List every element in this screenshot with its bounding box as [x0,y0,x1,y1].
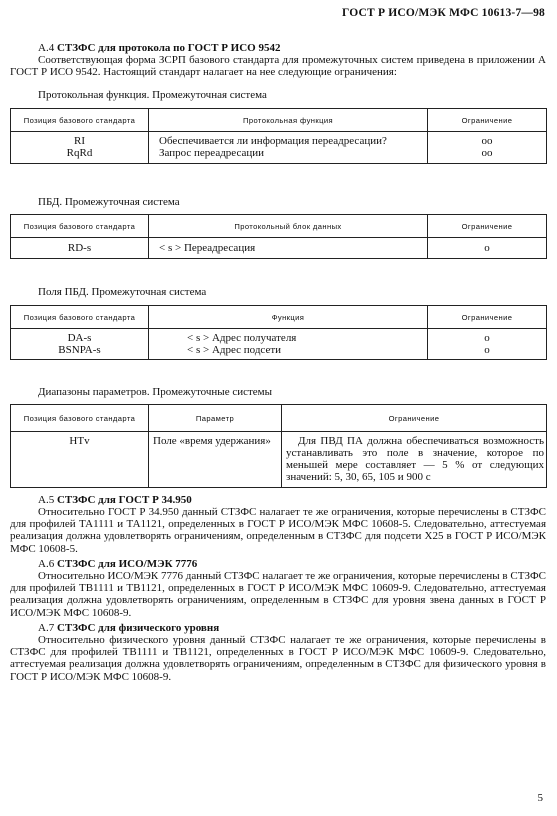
section-a6-heading: СТЗФС для ИСО/МЭК 7776 [56,558,198,570]
table1-cell: RI [11,132,149,148]
table-row [11,432,547,488]
table3-cell: o [428,329,547,345]
section-a4-number: А.4 [38,42,55,54]
table-row [11,344,547,360]
table2-header-pdu: Протокольный блок данных [149,215,428,238]
table2 [10,214,547,259]
section-a7-text: Относительно физического уровня данный СТЗФС налагает те же ограничения, которые перечислены в СТЗФС для профилей ТВ1111 и ТВ1121, определенных в ГОСТ Р ИСО/МЭК МФС 10609-9. Следовательно, аттестуемая реализация должна удовлетворять ограничениям, определенным в СТЗФС для физического уровня в ГОСТ Р ИСО/МЭК МФС 10608-9. [10,634,546,683]
table4-header-position: Позиция базового стандарта [11,405,149,432]
table1-cell: oo [428,132,547,148]
section-a4 [10,42,546,54]
table1-header-function: Протокольная функция [149,109,428,132]
table1-cell: oo [428,147,547,164]
section-a7 [10,622,546,634]
table3-header-function: Функция [149,306,428,329]
document-header: ГОСТ Р ИСО/МЭК МФС 10613-7—98 [341,7,545,19]
section-a4-text: Соответствующая форма ЗСРП базового стандарта для промежуточных систем приведена в приложении А ГОСТ Р ИСО 9542. Настоящий стандарт налагает на нее следующие ограничения: [10,54,546,79]
section-a7-heading: СТЗФС для физического уровня [56,622,220,634]
section-a6 [10,558,546,570]
section-a6-text: Относительно ИСО/МЭК 7776 данный СТЗФС налагает те же ограничения, которые перечислены в СТЗФС для профилей ТВ1111 и ТВ1121, определенных в ГОСТ Р ИСО/МЭК МФС 10609-9. Следовательно, аттестуемая реализация должна удовлетворять ограничениям, определенным в СТЗФС для уровня звена данных в ГОСТ Р ИСО/МЭК МФС 10608-9. [10,570,546,619]
table1-header-position: Позиция базового стандарта [11,109,149,132]
section-a5-heading: СТЗФС для ГОСТ Р 34.950 [56,494,192,506]
table2-header-constraint: Ограничение [428,215,547,238]
section-a5-number: А.5 [38,494,55,506]
section-a5-text: Относительно ГОСТ Р 34.950 данный СТЗФС налагает те же ограничения, которые перечислены в СТЗФС для профилей ТА1111 и ТА1121, определенных в ГОСТ Р ИСО/МЭК МФС 10608-5. Следовательно, аттестуемая реализация должна удовлетворять ограничениям, определенным в СТЗФС для подсети Х25 в ГОСТ Р ИСО/МЭК МФС 10608-5. [10,506,546,555]
table2-cell: < s > Переадресация [149,238,428,259]
table3-caption: Поля ПБД. Промежуточная система [38,286,207,298]
section-a4-heading: СТЗФС для протокола по ГОСТ Р ИСО 9542 [56,42,281,54]
table2-cell: o [428,238,547,259]
table3-cell: BSNPA-s [11,344,149,360]
table-row [11,147,547,164]
table1-header-constraint: Ограничение [428,109,547,132]
table2-header-position: Позиция базового стандарта [11,215,149,238]
page-number: 5 [537,792,543,804]
table1-cell: Запрос переадресации [149,147,428,164]
section-a7-number: А.7 [38,622,55,634]
table3-header-constraint: Ограничение [428,306,547,329]
table-row [11,132,547,148]
table3-cell: < s > Адрес подсети [149,344,428,360]
table3-cell: o [428,344,547,360]
table4-cell: Поле «время удержания» [149,432,282,488]
table-row [11,329,547,345]
table4 [10,404,547,488]
table4-cell: Для ПВД ПА должна обеспечиваться возможность устанавливать это поле в значение, которое по меньшей мере составляет — 5 % от следующих значений: 5, 30, 65, 105 и 900 с [282,432,547,488]
table1-cell: Обеспечивается ли информация переадресации? [149,132,428,148]
table1 [10,108,547,164]
table2-caption: ПБД. Промежуточная система [38,196,180,208]
table4-cell: HTv [11,432,149,488]
table1-cell: RqRd [11,147,149,164]
section-a5 [10,494,546,506]
table3-cell: DA-s [11,329,149,345]
table3-cell: < s > Адрес получателя [149,329,428,345]
table3-header-position: Позиция базового стандарта [11,306,149,329]
table1-caption: Протокольная функция. Промежуточная система [38,89,267,101]
table3 [10,305,547,360]
section-a6-number: А.6 [38,558,55,570]
table-row [11,238,547,259]
table4-header-constraint: Ограничение [282,405,547,432]
table2-cell: RD-s [11,238,149,259]
table4-caption: Диапазоны параметров. Промежуточные системы [38,386,273,398]
table4-header-parameter: Параметр [149,405,282,432]
